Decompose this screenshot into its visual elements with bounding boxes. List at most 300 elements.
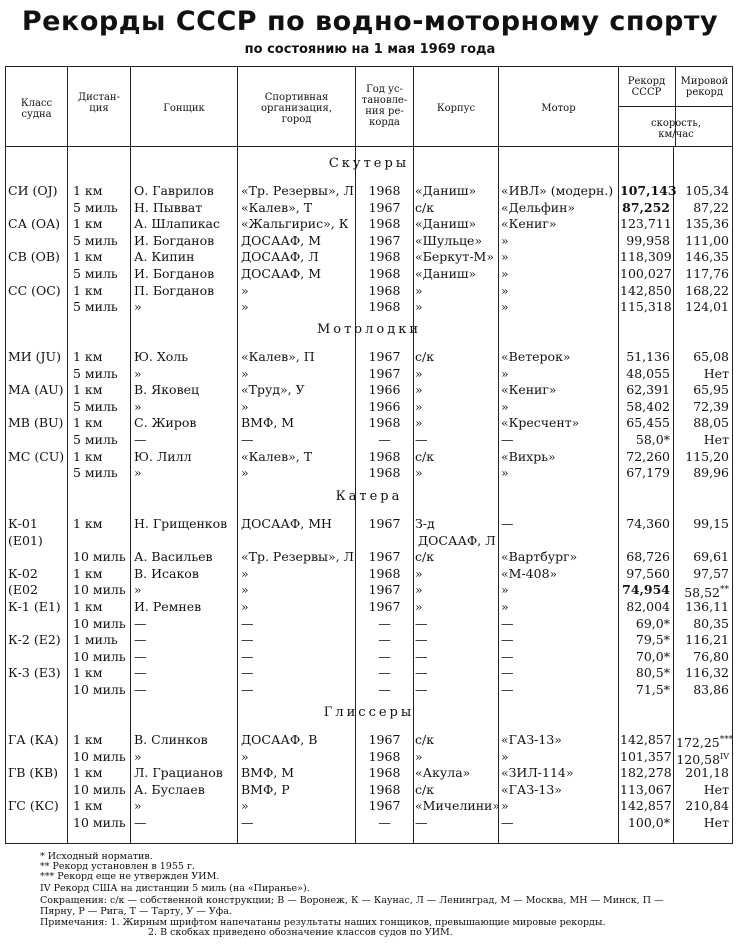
cell-cls: СС (OC) — [8, 282, 61, 298]
cell-hull: «Даниш» — [415, 183, 477, 198]
cell-cls: СА (OA) — [8, 216, 61, 232]
cell-dist: 10 миль — [73, 682, 126, 697]
cell-motor: — — [501, 665, 514, 681]
cell-ussr: 70,0* — [635, 648, 670, 664]
cell-cls: МС (CU) — [8, 448, 65, 464]
cell-org: «Тр. Резервы», Л — [241, 183, 354, 198]
cell-motor: «Ветерок» — [501, 349, 571, 364]
cell-racer: — — [134, 632, 147, 648]
cell-cls: МА (AU) — [8, 382, 64, 398]
cell-cls: К-2 (Е2) — [8, 632, 61, 648]
cell-world: 65,08 — [693, 349, 729, 364]
cell-motor: «Кениг» — [501, 382, 557, 398]
cell-year: 1966 — [368, 382, 401, 398]
cell-year: 1967 — [368, 582, 401, 598]
cell-motor: «Дельфин» — [501, 199, 576, 215]
cell-cls: К-3 (Е3) — [8, 665, 61, 681]
cell-org: ВМФ, Р — [241, 781, 290, 797]
section-heading: Катера — [335, 489, 403, 504]
cell-org: ДОСААФ, Л — [241, 249, 319, 265]
cell-year: — — [378, 682, 391, 697]
cell-racer: Ю. Лилл — [134, 448, 192, 464]
header-record-ussr: Рекорд СССР — [627, 76, 666, 98]
cell-year: 1968 — [368, 465, 401, 481]
cell-motor: » — [501, 249, 509, 265]
page-title: Рекорды СССР по водно-моторному спорту — [21, 6, 719, 37]
cell-year: 1968 — [368, 216, 401, 232]
cell-year: 1967 — [368, 549, 401, 565]
footnote: 2. В скобках приведено обозначение классов судов по УИМ. — [148, 927, 453, 938]
cell-racer: — — [134, 682, 147, 697]
cell-org: » — [241, 465, 249, 481]
cell-world: 201,18 — [685, 765, 729, 781]
cell-racer: О. Гаврилов — [134, 183, 214, 198]
cell-org: «Тр. Резервы», Л — [241, 549, 354, 565]
cell-motor: » — [501, 282, 509, 298]
cell-year: — — [378, 615, 391, 631]
cell-ussr: 182,278 — [620, 765, 672, 781]
cell-motor: — — [501, 632, 514, 648]
cell-motor: — — [501, 648, 514, 664]
header-year: Год ус- тановле- ния ре- корда — [361, 84, 408, 128]
cell-world: 168,22 — [685, 282, 729, 298]
cell-org: «Калев», П — [241, 349, 315, 364]
cell-dist: 1 км — [73, 732, 103, 747]
cell-racer: Н. Пывват — [134, 199, 203, 215]
cell-org: — — [241, 632, 254, 648]
cell-year: 1968 — [368, 765, 401, 781]
footnote: IV Рекорд США на дистанции 5 миль (на «Пиранье»). — [40, 883, 310, 894]
cell-hull: З-д — [415, 516, 435, 531]
footnote: * Исходный норматив. — [40, 851, 153, 862]
header-distance: Дистан- ция — [78, 92, 120, 114]
cell-dist: 10 миль — [73, 549, 126, 565]
cell-org: «Труд», У — [241, 382, 305, 398]
cell-world: 58,52** — [684, 585, 729, 601]
cell-year: — — [378, 815, 391, 830]
cell-dist: 1 км — [73, 798, 103, 814]
cell-org: — — [241, 682, 254, 697]
cell-racer: В. Исаков — [134, 565, 199, 581]
cell-dist: 1 км — [73, 183, 103, 198]
cell-dist: 10 миль — [73, 582, 126, 598]
cell-org: — — [241, 648, 254, 664]
cell-year: — — [378, 665, 391, 681]
cell-hull: с/к — [415, 199, 435, 215]
cell-org: ДОСААФ, В — [241, 732, 318, 747]
cell-org: — — [241, 665, 254, 681]
cell-racer: — — [134, 615, 147, 631]
cell-racer: » — [134, 465, 142, 481]
cell-motor: » — [501, 232, 509, 248]
cell-dist: 10 миль — [73, 648, 126, 664]
cell-org: » — [241, 582, 249, 598]
cell-dist: 5 миль — [73, 432, 118, 447]
cell-racer: » — [134, 748, 142, 764]
cell-year: — — [378, 648, 391, 664]
cell-dist: 1 км — [73, 599, 103, 614]
footnote: Примечания: 1. Жирным шрифтом напечатаны результаты наших гонщиков, превышающие мировые рекорды. — [40, 917, 606, 928]
cell-world: 80,35 — [693, 615, 729, 631]
cell-year: 1968 — [368, 415, 401, 431]
cell-cls: МИ (JU) — [8, 349, 61, 364]
cell-racer: » — [134, 798, 142, 814]
cell-dist: 1 км — [73, 665, 103, 681]
cell-cls: (Е01) — [8, 532, 43, 548]
cell-world: 136,11 — [685, 599, 729, 614]
cell-hull: ДОСААФ, Л — [418, 532, 496, 548]
cell-org: «Калев», Т — [241, 448, 313, 464]
cell-ussr: 79,5* — [635, 632, 670, 648]
cell-hull: «Мичелини» — [415, 798, 501, 814]
cell-world: 116,21 — [685, 632, 729, 648]
cell-org: ВМФ, М — [241, 765, 295, 781]
cell-motor: — — [501, 815, 514, 830]
cell-ussr: 74,954 — [622, 582, 670, 598]
cell-org: — — [241, 615, 254, 631]
cell-hull: с/к — [415, 549, 435, 565]
cell-hull: » — [415, 465, 423, 481]
cell-year: 1967 — [368, 349, 401, 364]
cell-racer: » — [134, 299, 142, 315]
cell-motor: » — [501, 365, 509, 381]
cell-hull: — — [415, 648, 428, 664]
cell-dist: 10 миль — [73, 748, 126, 764]
cell-hull: » — [415, 365, 423, 381]
cell-motor: » — [501, 465, 509, 481]
cell-org: «Жальгирис», К — [241, 216, 349, 232]
cell-ussr: 65,455 — [626, 415, 670, 431]
cell-racer: И. Богданов — [134, 266, 215, 281]
cell-motor: — — [501, 516, 514, 531]
cell-dist: 5 миль — [73, 365, 118, 381]
cell-world: 172,25*** — [676, 735, 734, 751]
cell-world: Нет — [703, 432, 729, 447]
cell-ussr: 72,260 — [626, 448, 670, 464]
cell-hull: — — [415, 632, 428, 648]
cell-world: 97,57 — [693, 565, 729, 581]
cell-org: ДОСААФ, М — [241, 266, 322, 281]
cell-dist: 5 миль — [73, 465, 118, 481]
cell-motor: — — [501, 615, 514, 631]
header-world-record: Мировой рекорд — [680, 76, 729, 98]
header-hull: Корпус — [436, 103, 476, 114]
col-divider — [237, 66, 238, 844]
cell-world: 124,01 — [685, 299, 729, 315]
cell-org: ВМФ, М — [241, 415, 295, 431]
cell-motor: «Вартбург» — [501, 549, 578, 565]
cell-ussr: 113,067 — [620, 781, 672, 797]
cell-racer: » — [134, 365, 142, 381]
cell-ussr: 142,857 — [620, 732, 672, 747]
cell-hull: — — [415, 432, 428, 447]
cell-hull: » — [415, 748, 423, 764]
footnote: Пярну, Р — Рига, Т — Тарту, У — Уфа. — [40, 906, 232, 917]
col-divider — [413, 66, 414, 844]
cell-org: » — [241, 398, 249, 414]
cell-cls: ГА (КА) — [8, 732, 59, 747]
cell-racer: — — [134, 665, 147, 681]
cell-org: — — [241, 432, 254, 447]
cell-year: 1968 — [368, 282, 401, 298]
cell-hull: » — [415, 282, 423, 298]
col-divider — [130, 66, 131, 844]
cell-dist: 1 км — [73, 448, 103, 464]
cell-cls: СВ (OB) — [8, 249, 60, 265]
cell-org: » — [241, 798, 249, 814]
cell-world: 115,20 — [685, 448, 729, 464]
cell-dist: 1 км — [73, 565, 103, 581]
cell-hull: — — [415, 615, 428, 631]
cell-cls: К-1 (Е1) — [8, 599, 61, 614]
cell-racer: Л. Грацианов — [134, 765, 223, 781]
cell-motor: «ГАЗ-13» — [501, 732, 562, 747]
cell-hull: «Даниш» — [415, 266, 477, 281]
cell-dist: 1 км — [73, 216, 103, 232]
cell-dist: 1 км — [73, 249, 103, 265]
cell-year: 1968 — [368, 565, 401, 581]
cell-racer: И. Богданов — [134, 232, 215, 248]
cell-racer: Н. Грищенков — [134, 516, 228, 531]
cell-year: 1967 — [368, 732, 401, 747]
cell-hull: » — [415, 415, 423, 431]
cell-dist: 10 миль — [73, 781, 126, 797]
cell-ussr: 100,0* — [627, 815, 670, 830]
cell-hull: с/к — [415, 448, 435, 464]
cell-ussr: 48,055 — [626, 365, 670, 381]
cell-hull: — — [415, 682, 428, 697]
cell-ussr: 51,136 — [626, 349, 670, 364]
cell-racer: А. Шлапикас — [134, 216, 220, 232]
cell-dist: 5 миль — [73, 299, 118, 315]
cell-dist: 10 миль — [73, 815, 126, 830]
cell-ussr: 107,143 — [620, 183, 677, 198]
section-heading: Глиссеры — [323, 705, 415, 720]
footnote: *** Рекорд еще не утвержден УИМ. — [40, 871, 220, 882]
cell-dist: 10 миль — [73, 615, 126, 631]
cell-world: 117,76 — [685, 266, 729, 281]
cell-year: — — [378, 432, 391, 447]
cell-ussr: 87,252 — [622, 199, 670, 215]
col-divider — [618, 66, 619, 844]
cell-hull: «Беркут-М» — [415, 249, 494, 265]
cell-ussr: 101,357 — [620, 748, 672, 764]
cell-motor: — — [501, 682, 514, 697]
cell-hull: с/к — [415, 349, 435, 364]
header-motor: Мотор — [541, 103, 576, 114]
cell-year: 1968 — [368, 249, 401, 265]
cell-world: Нет — [703, 365, 729, 381]
header-class: Класс судна — [20, 98, 53, 120]
footnote: ** Рекорд установлен в 1955 г. — [40, 861, 195, 872]
cell-motor: «Кениг» — [501, 216, 557, 232]
cell-ussr: 99,958 — [626, 232, 670, 248]
cell-world: 105,34 — [685, 183, 729, 198]
cell-world: 83,86 — [693, 682, 729, 697]
header-racer: Гонщик — [163, 103, 205, 114]
cell-world: 89,96 — [693, 465, 729, 481]
cell-motor: «М-408» — [501, 565, 558, 581]
cell-dist: 1 км — [73, 415, 103, 431]
cell-ussr: 80,5* — [635, 665, 670, 681]
cell-world: 116,32 — [685, 665, 729, 681]
cell-org: » — [241, 599, 249, 614]
cell-world: 72,39 — [693, 398, 729, 414]
cell-world: Нет — [703, 781, 729, 797]
cell-org: » — [241, 748, 249, 764]
cell-world: 146,35 — [685, 249, 729, 265]
cell-dist: 5 миль — [73, 266, 118, 281]
cell-year: 1968 — [368, 781, 401, 797]
cell-motor: — — [501, 432, 514, 447]
cell-racer: В. Слинков — [134, 732, 208, 747]
header-divider — [5, 146, 733, 147]
cell-world: 69,61 — [693, 549, 729, 565]
cell-year: 1968 — [368, 183, 401, 198]
cell-ussr: 142,857 — [620, 798, 672, 814]
cell-world: 210,84 — [685, 798, 729, 814]
cell-ussr: 58,0* — [635, 432, 670, 447]
cell-ussr: 62,391 — [626, 382, 670, 398]
cell-org: » — [241, 299, 249, 315]
cell-cls: (Е02 — [8, 582, 38, 598]
cell-motor: » — [501, 299, 509, 315]
cell-year: 1967 — [368, 599, 401, 614]
cell-motor: «ГАЗ-13» — [501, 781, 562, 797]
cell-hull: — — [415, 665, 428, 681]
cell-ussr: 97,560 — [626, 565, 670, 581]
cell-year: 1966 — [368, 398, 401, 414]
cell-motor: » — [501, 266, 509, 281]
cell-hull: » — [415, 599, 423, 614]
cell-motor: » — [501, 798, 509, 814]
cell-year: 1967 — [368, 365, 401, 381]
cell-racer: Ю. Холь — [134, 349, 189, 364]
cell-org: » — [241, 282, 249, 298]
cell-motor: » — [501, 398, 509, 414]
cell-motor: «Кресчент» — [501, 415, 580, 431]
cell-racer: С. Жиров — [134, 415, 197, 431]
cell-ussr: 142,850 — [620, 282, 672, 298]
cell-year: 1968 — [368, 448, 401, 464]
cell-hull: «Даниш» — [415, 216, 477, 232]
cell-cls: К-01 — [8, 516, 38, 531]
cell-dist: 1 км — [73, 382, 103, 398]
cell-cls: МВ (BU) — [8, 415, 64, 431]
cell-year: 1967 — [368, 516, 401, 531]
page-subtitle: по состоянию на 1 мая 1969 года — [244, 42, 496, 57]
cell-world: 87,22 — [693, 199, 729, 215]
cell-ussr: 71,5* — [635, 682, 670, 697]
cell-hull: «Шульце» — [415, 232, 483, 248]
cell-dist: 1 км — [73, 282, 103, 298]
cell-year: 1968 — [368, 299, 401, 315]
cell-racer: А. Буслаев — [134, 781, 205, 797]
cell-hull: с/к — [415, 732, 435, 747]
cell-racer: — — [134, 815, 147, 830]
cell-motor: «Вихрь» — [501, 448, 556, 464]
cell-world: 135,36 — [685, 216, 729, 232]
cell-hull: — — [415, 815, 428, 830]
cell-hull: «Акула» — [415, 765, 471, 781]
cell-year: — — [378, 632, 391, 648]
cell-racer: И. Ремнев — [134, 599, 202, 614]
cell-org: ДОСААФ, М — [241, 232, 322, 248]
cell-world: Нет — [703, 815, 729, 830]
header-org: Спортивная организация, город — [261, 92, 332, 125]
cell-org: ДОСААФ, МН — [241, 516, 332, 531]
cell-hull: » — [415, 382, 423, 398]
cell-hull: » — [415, 398, 423, 414]
cell-ussr: 100,027 — [620, 266, 672, 281]
cell-dist: 1 км — [73, 765, 103, 781]
cell-racer: » — [134, 582, 142, 598]
cell-hull: » — [415, 565, 423, 581]
cell-racer: В. Яковец — [134, 382, 200, 398]
cell-year: 1967 — [368, 199, 401, 215]
cell-dist: 5 миль — [73, 199, 118, 215]
cell-ussr: 67,179 — [626, 465, 670, 481]
col-divider — [67, 66, 68, 844]
cell-org: — — [241, 815, 254, 830]
cell-org: » — [241, 565, 249, 581]
cell-motor: «ИВЛ» (модерн.) — [501, 183, 614, 198]
cell-year: 1968 — [368, 748, 401, 764]
header-speed: скорость, км/час — [650, 118, 702, 140]
cell-racer: А. Васильев — [134, 549, 213, 565]
cell-world: 88,05 — [693, 415, 729, 431]
cell-dist: 1 км — [73, 349, 103, 364]
cell-motor: » — [501, 748, 509, 764]
cell-motor: «ЗИЛ-114» — [501, 765, 574, 781]
cell-cls: ГВ (КВ) — [8, 765, 59, 781]
cell-racer: — — [134, 648, 147, 664]
cell-ussr: 68,726 — [626, 549, 670, 565]
cell-world: $120,58^{IV}$ — [676, 751, 729, 767]
section-heading: Мотолодки — [316, 322, 422, 337]
col-divider — [498, 66, 499, 844]
cell-world: 99,15 — [693, 516, 729, 531]
cell-year: 1968 — [368, 266, 401, 281]
cell-motor: » — [501, 599, 509, 614]
cell-racer: — — [134, 432, 147, 447]
cell-hull: с/к — [415, 781, 435, 797]
cell-cls: ГС (КС) — [8, 798, 59, 814]
cell-cls: СИ (OJ) — [8, 183, 58, 198]
cell-racer: П. Богданов — [134, 282, 215, 298]
cell-world: 111,00 — [685, 232, 729, 248]
cell-dist: 5 миль — [73, 398, 118, 414]
cell-world: 65,95 — [693, 382, 729, 398]
cell-dist: 5 миль — [73, 232, 118, 248]
cell-hull: » — [415, 582, 423, 598]
cell-year: 1967 — [368, 232, 401, 248]
cell-org: «Калев», Т — [241, 199, 313, 215]
cell-racer: А. Кипин — [134, 249, 195, 265]
cell-ussr: 69,0* — [635, 615, 670, 631]
cell-world: 76,80 — [693, 648, 729, 664]
section-heading: Скутеры — [328, 156, 410, 171]
cell-ussr: 123,711 — [620, 216, 672, 232]
cell-ussr: 74,360 — [626, 516, 670, 531]
cell-ussr: 118,309 — [620, 249, 672, 265]
cell-motor: » — [501, 582, 509, 598]
footnote: Сокращения: с/к — собственной конструкции; В — Воронеж, К — Каунас, Л — Ленинград, М — Москва, МН — Минск, П — — [40, 895, 664, 906]
cell-ussr: 58,402 — [626, 398, 670, 414]
cell-hull: » — [415, 299, 423, 315]
cell-dist: 1 км — [73, 516, 103, 531]
cell-org: » — [241, 365, 249, 381]
